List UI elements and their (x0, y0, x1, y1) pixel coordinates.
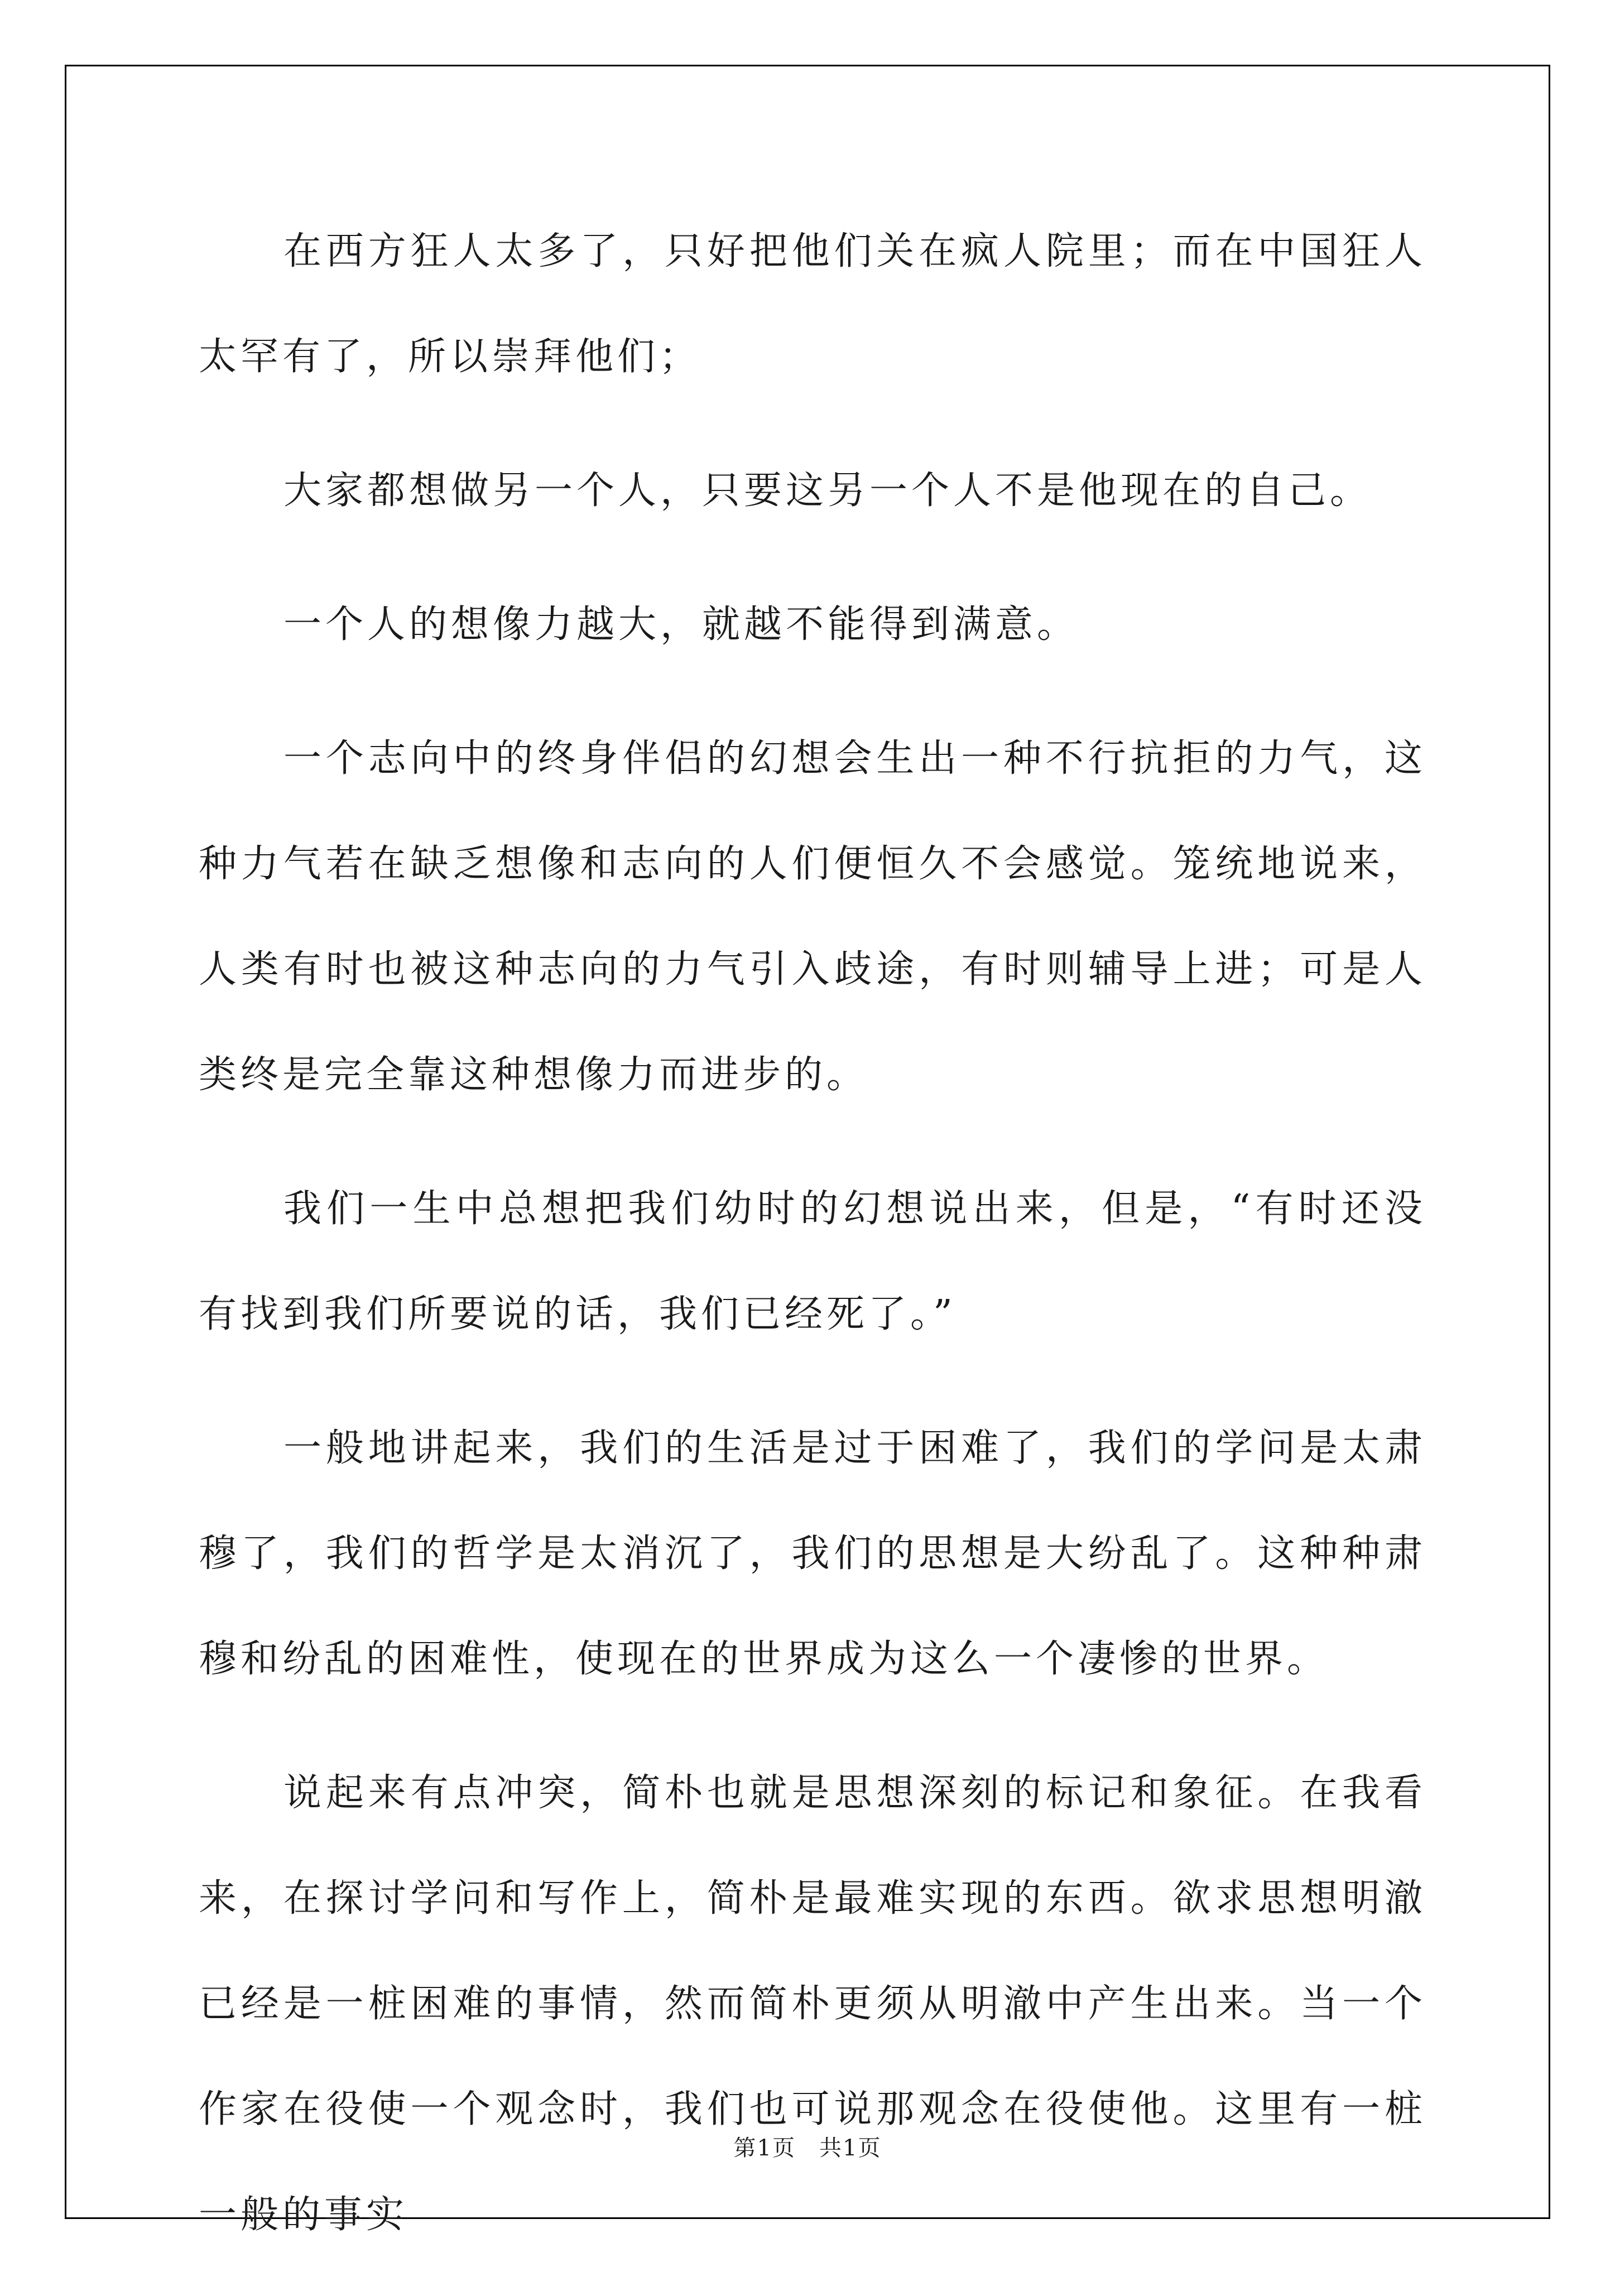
document-body (199, 199, 1426, 2296)
paragraph-3: 一个人的想像力越大，就越不能得到满意。 (283, 603, 1079, 647)
paragraph-4: 一个志向中的终身伴侣的幻想会生出一种不行抗拒的力气，这种力气若在缺乏想像和志向的人们便恒久不会感觉。笼统地说来，人类有时也被这种志向的力气引入歧途，有时则辅导上进；可是人类终是完全靠这种想像力而进步的。 (199, 737, 1426, 1097)
paragraph-5: 我们一生中总想把我们幼时的幻想说出来，但是，“有时还没有找到我们所要说的话，我们已经死了。” (199, 1187, 1426, 1336)
paragraph-6: 一般地讲起来，我们的生活是过于困难了，我们的学问是太肃穆了，我们的哲学是太消沉了，我们的思想是大纷乱了。这种种肃穆和纷乱的困难性，使现在的世界成为这么一个凄惨的世界。 (199, 1426, 1426, 1681)
paragraph-7: 说起来有点冲突，简朴也就是思想深刻的标记和象征。在我看来，在探讨学问和写作上，简朴是最难实现的东西。欲求思想明澈已经是一桩困难的事情，然而简朴更须从明澈中产生出来。当一个作家在役使一个观念时，我们也可说那观念在役使他。这里有一桩一般的事实 (199, 1771, 1426, 2237)
paragraph-1: 在西方狂人太多了，只好把他们关在疯人院里；而在中国狂人太罕有了，所以崇拜他们； (199, 229, 1426, 379)
paragraph-2: 大家都想做另一个人，只要这另一个人不是他现在的自己。 (283, 469, 1372, 513)
page-footer: 第1页 共1页 (733, 2135, 882, 2161)
